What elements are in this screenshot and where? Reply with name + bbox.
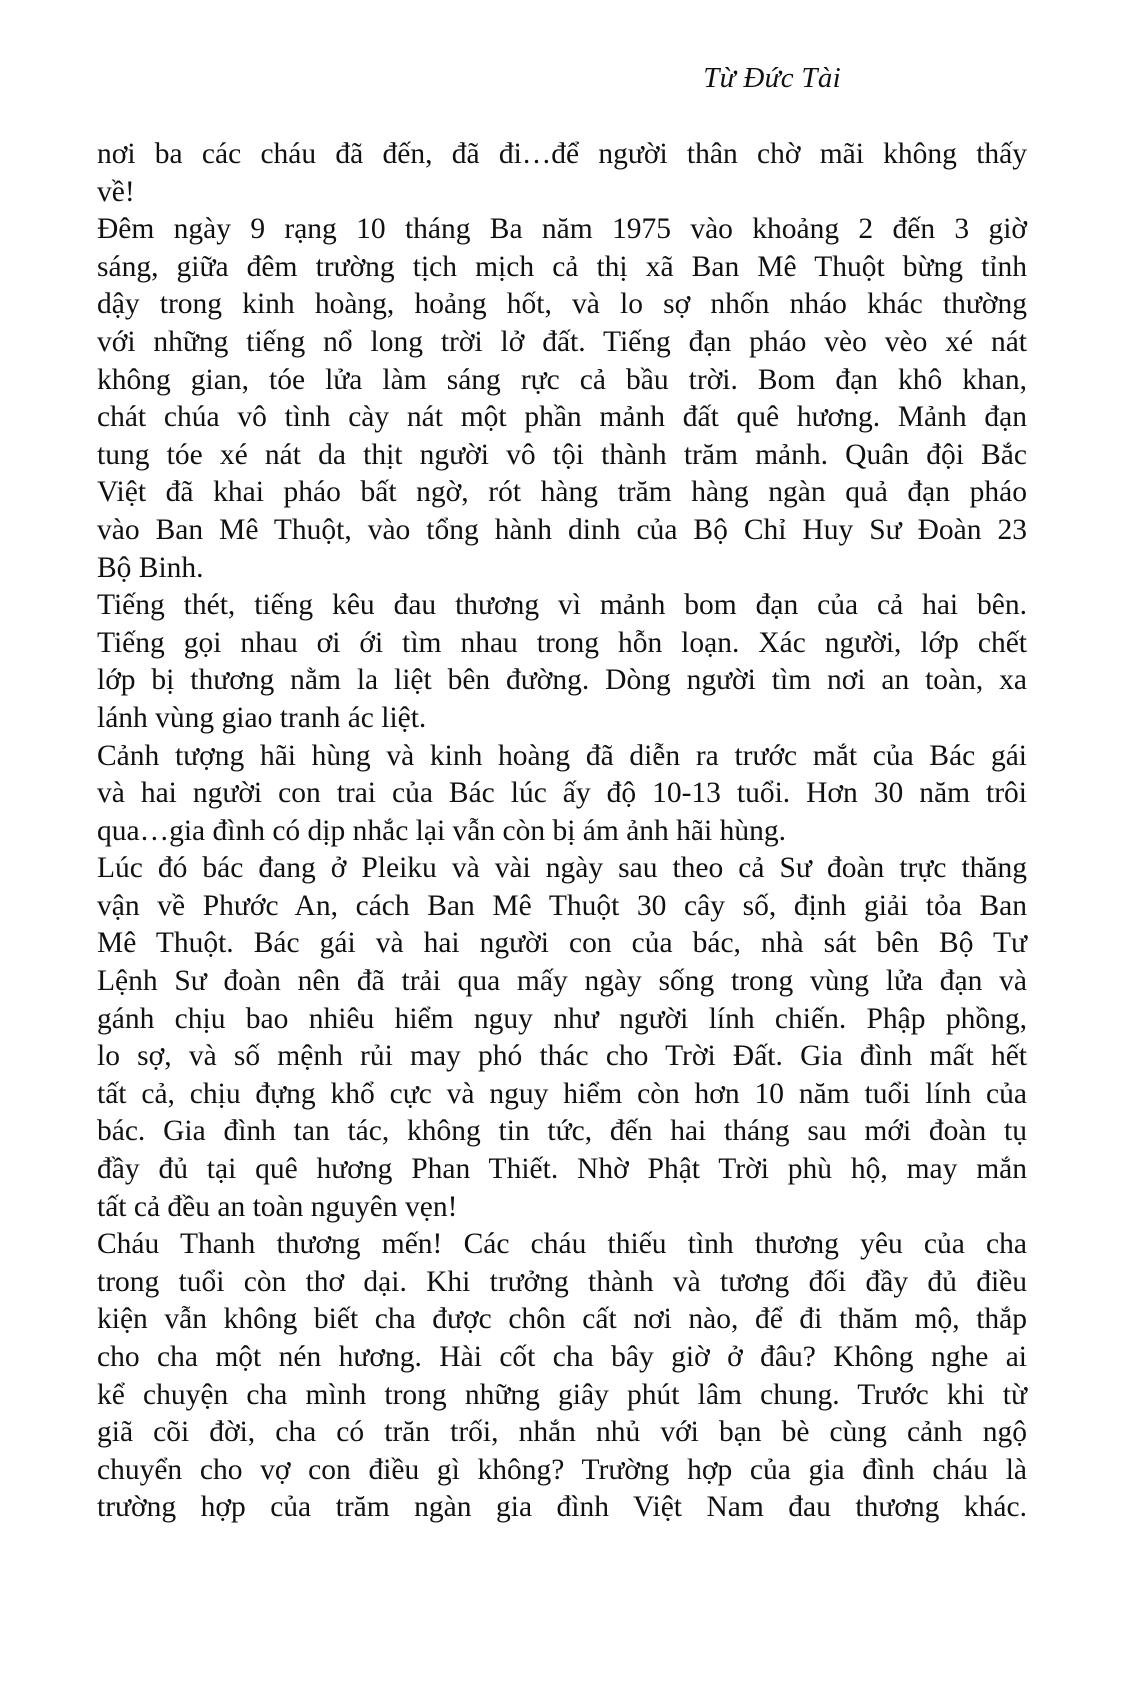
running-header-author: Từ Đức Tài: [703, 62, 841, 94]
text-line: với những tiếng nổ long trời lở đất. Tiếng đạn pháo vèo vèo xé nát: [97, 325, 1027, 358]
text-line: nơi ba các cháu đã đến, đã đi…để người thân chờ mãi không thấy: [97, 138, 1027, 170]
text-line: Tiếng gọi nhau ơi ới tìm nhau trong hỗn loạn. Xác người, lớp chết: [97, 626, 1027, 659]
text-line: vận về Phước An, cách Ban Mê Thuột 30 cây số, định giải tỏa Ban: [97, 889, 1027, 922]
text-line: Tiếng thét, tiếng kêu đau thương vì mảnh bom đạn của cả hai bên.: [97, 589, 1027, 622]
text-line: chuyển cho vợ con điều gì không? Trường hợp của gia đình cháu là: [97, 1453, 1027, 1486]
text-line: và hai người con trai của Bác lúc ấy độ 10-13 tuổi. Hơn 30 năm trôi: [97, 777, 1027, 810]
text-line: chát chúa vô tình cày nát một phần mảnh đất quê hương. Mảnh đạn: [97, 401, 1027, 434]
text-line: tất cả, chịu đựng khổ cực và nguy hiểm còn hơn 10 năm tuổi lính của: [97, 1077, 1027, 1110]
text-line: kể chuyện cha mình trong những giây phút lâm chung. Trước khi từ: [97, 1378, 1027, 1411]
text-line: về!: [97, 175, 135, 208]
text-line: Mê Thuột. Bác gái và hai người con của bác, nhà sát bên Bộ Tư: [97, 927, 1027, 960]
text-line: lánh vùng giao tranh ác liệt.: [97, 701, 427, 734]
text-line: tung tóe xé nát da thịt người vô tội thành trăm mảnh. Quân đội Bắc: [97, 438, 1027, 471]
text-line: vào Ban Mê Thuột, vào tổng hành dinh của Bộ Chỉ Huy Sư Đoàn 23: [97, 513, 1027, 546]
text-line: Đêm ngày 9 rạng 10 tháng Ba năm 1975 vào khoảng 2 đến 3 giờ: [97, 213, 1027, 246]
text-line: gánh chịu bao nhiêu hiểm nguy như người lính chiến. Phập phồng,: [97, 1002, 1027, 1035]
text-line: Cảnh tượng hãi hùng và kinh hoàng đã diễn ra trước mắt của Bác gái: [97, 739, 1027, 772]
text-line: giã cõi đời, cha có trăn trối, nhắn nhủ với bạn bè cùng cảnh ngộ: [97, 1416, 1027, 1449]
text-line: tất cả đều an toàn nguyên vẹn!: [97, 1190, 458, 1223]
body-text: [97, 136, 1027, 1527]
text-line: kiện vẫn không biết cha được chôn cất nơi nào, để đi thăm mộ, thắp: [97, 1303, 1027, 1336]
text-line: Bộ Binh.: [97, 551, 204, 584]
text-line: trong tuổi còn thơ dại. Khi trưởng thành và tương đối đầy đủ điều: [97, 1265, 1027, 1298]
text-line: không gian, tóe lửa làm sáng rực cả bầu trời. Bom đạn khô khan,: [97, 363, 1027, 396]
text-line: lớp bị thương nằm la liệt bên đường. Dòng người tìm nơi an toàn, xa: [97, 664, 1027, 697]
text-line: Việt đã khai pháo bất ngờ, rót hàng trăm hàng ngàn quả đạn pháo: [97, 476, 1027, 509]
text-line: dậy trong kinh hoàng, hoảng hốt, và lo sợ nhốn nháo khác thường: [97, 288, 1027, 321]
text-line: Lệnh Sư đoàn nên đã trải qua mấy ngày sống trong vùng lửa đạn và: [97, 965, 1027, 998]
text-line: lo sợ, và số mệnh rủi may phó thác cho Trời Đất. Gia đình mất hết: [97, 1040, 1027, 1073]
text-line: đầy đủ tại quê hương Phan Thiết. Nhờ Phật Trời phù hộ, may mắn: [97, 1153, 1027, 1186]
text-line: Lúc đó bác đang ở Pleiku và vài ngày sau theo cả Sư đoàn trực thăng: [97, 852, 1027, 885]
text-line: trường hợp của trăm ngàn gia đình Việt Nam đau thương khác.: [97, 1491, 1027, 1524]
text-line: Cháu Thanh thương mến! Các cháu thiếu tình thương yêu của cha: [97, 1228, 1027, 1261]
text-line: sáng, giữa đêm trường tịch mịch cả thị xã Ban Mê Thuột bừng tỉnh: [97, 250, 1027, 283]
text-line: bác. Gia đình tan tác, không tin tức, đến hai tháng sau mới đoàn tụ: [97, 1115, 1027, 1148]
text-line: qua…gia đình có dịp nhắc lại vẫn còn bị ám ảnh hãi hùng.: [97, 814, 786, 847]
text-line: cho cha một nén hương. Hài cốt cha bây giờ ở đâu? Không nghe ai: [97, 1341, 1027, 1373]
